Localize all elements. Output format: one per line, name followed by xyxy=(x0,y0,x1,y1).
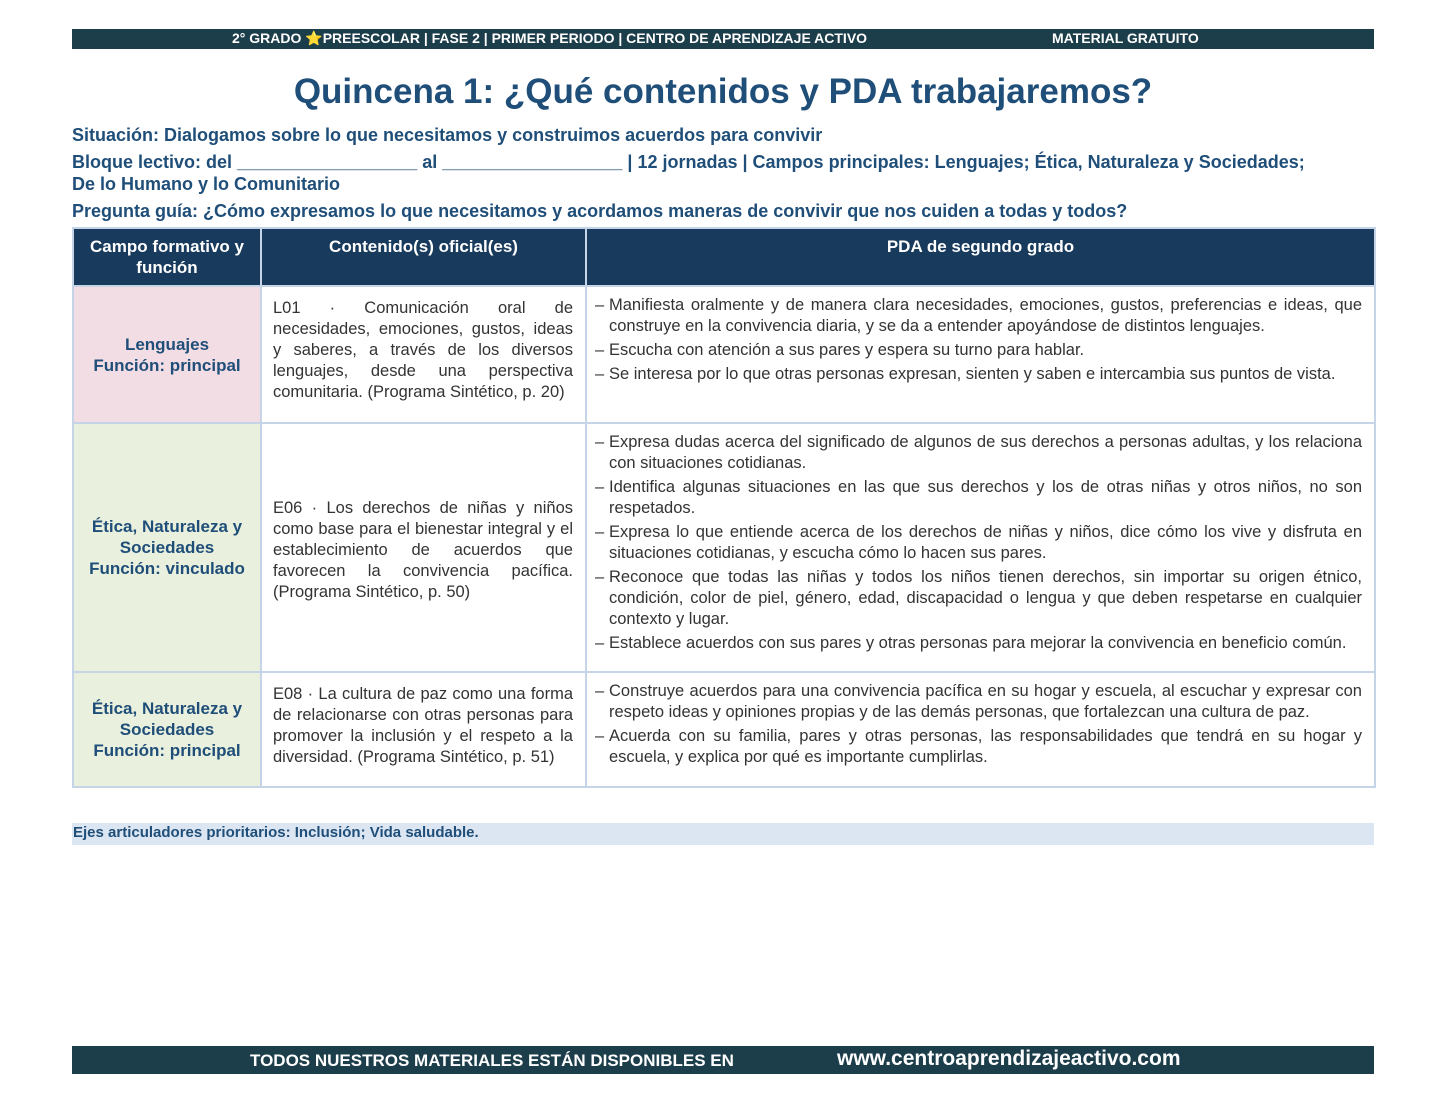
bloque-line: Bloque lectivo: del __________________ al __________________ | 12 jornadas | Campos principales: Lenguajes; Ética, Naturaleza y Sociedades; De lo Humano y lo Comunitario xyxy=(72,152,1305,194)
pda-list xyxy=(595,432,1362,654)
campo-funcion: Función: principal xyxy=(93,741,241,760)
campo-cell xyxy=(73,672,261,787)
header-contenido: Contenido(s) oficial(es) xyxy=(261,228,586,286)
footer-text: TODOS NUESTROS MATERIALES ESTÁN DISPONIBLES EN xyxy=(250,1051,734,1070)
contenido-cell: L01 · Comunicación oral de necesidades, emociones, gustos, ideas y saberes, a través de los diversos lenguajes, desde una perspectiva comunitaria. (Programa Sintético, p. 20) xyxy=(261,286,586,423)
campo-cell xyxy=(73,423,261,672)
ejes-articuladores: Ejes articuladores prioritarios: Inclusión; Vida saludable. xyxy=(72,823,1374,845)
campo-funcion: Función: principal xyxy=(93,355,241,375)
page-title: Quincena 1: ¿Qué contenidos y PDA trabajaremos? xyxy=(293,72,1153,111)
header-campo: Campo formativo y función xyxy=(73,228,261,286)
pregunta-line: Pregunta guía: ¿Cómo expresamos lo que necesitamos y acordamos maneras de convivir que nos cuiden a todas y todos? xyxy=(72,201,1128,221)
header-bar-free: MATERIAL GRATUITO xyxy=(1052,30,1199,46)
campo-name: Ética, Naturaleza y Sociedades xyxy=(91,517,243,557)
pda-cell xyxy=(586,672,1375,787)
pda-table xyxy=(72,227,1376,788)
pda-item: – Se interesa por lo que otras personas expresan, sienten y saben e intercambia sus puntos de vista. xyxy=(595,364,1362,385)
header-bar xyxy=(72,29,1374,49)
pda-list xyxy=(595,295,1362,385)
table-row xyxy=(73,286,1375,423)
pda-item: – Manifiesta oralmente y de manera clara necesidades, emociones, gustos, preferencias e ideas, que construye en la convivencia diaria, y se da a entender apoyándose de distintos lenguajes. xyxy=(595,295,1362,337)
situacion-line: Situación: Dialogamos sobre lo que necesitamos y construimos acuerdos para convivir xyxy=(72,125,823,145)
pda-item: – Acuerda con su familia, pares y otras personas, las responsabilidades que tendrá en su hogar y escuela, y explica por qué es importante cumplirlas. xyxy=(595,726,1362,768)
campo-cell xyxy=(73,286,261,423)
pda-cell xyxy=(586,286,1375,423)
pda-item: – Escucha con atención a sus pares y espera su turno para hablar. xyxy=(595,340,1362,361)
contenido-cell: E06 · Los derechos de niñas y niños como base para el bienestar integral y el establecimiento de acuerdos que favorecen la convivencia pacífica. (Programa Sintético, p. 50) xyxy=(261,423,586,672)
table-row xyxy=(73,672,1375,787)
footer-url-link[interactable]: www.centroaprendizajeactivo.com xyxy=(837,1047,1181,1070)
pda-item: – Establece acuerdos con sus pares y otras personas para mejorar la convivencia en beneficio común. xyxy=(595,633,1362,654)
campo-name: Lenguajes xyxy=(124,334,210,354)
pda-item: – Expresa dudas acerca del significado de algunos de sus derechos a personas adultas, y los relaciona con situaciones cotidianas. xyxy=(595,432,1362,474)
pda-item: – Expresa lo que entiende acerca de los derechos de niñas y niños, dice cómo los vive y disfruta en situaciones cotidianas, y escucha cómo lo hacen sus pares. xyxy=(595,522,1362,564)
contenido-cell: E08 · La cultura de paz como una forma de relacionarse con otras personas para promover la inclusión y el respeto a la diversidad. (Programa Sintético, p. 51) xyxy=(261,672,586,787)
pda-cell xyxy=(586,423,1375,672)
table-header-row xyxy=(73,228,1375,286)
header-bar-info: 2° GRADO ⭐PREESCOLAR | FASE 2 | PRIMER PERIODO | CENTRO DE APRENDIZAJE ACTIVO xyxy=(232,30,868,46)
header-pda: PDA de segundo grado xyxy=(586,228,1375,286)
campo-funcion: Función: vinculado xyxy=(89,559,245,578)
pda-item: – Reconoce que todas las niñas y todos los niños tienen derechos, sin importar su origen étnico, condición, color de piel, género, edad, discapacidad o lengua y que deben respetarse en cualquier contexto y lugar. xyxy=(595,567,1362,630)
pda-list xyxy=(595,681,1362,768)
table-row xyxy=(73,423,1375,672)
pda-item: – Construye acuerdos para una convivencia pacífica en su hogar y escuela, al escuchar y expresar con respeto ideas y opiniones propias y de las demás personas, que fortalezcan una cultura de paz. xyxy=(595,681,1362,723)
campo-name: Ética, Naturaleza y Sociedades xyxy=(91,699,243,739)
pda-item: – Identifica algunas situaciones en las que sus derechos y los de otras niñas y otros niños, no son respetados. xyxy=(595,477,1362,519)
footer-bar xyxy=(72,1046,1374,1074)
